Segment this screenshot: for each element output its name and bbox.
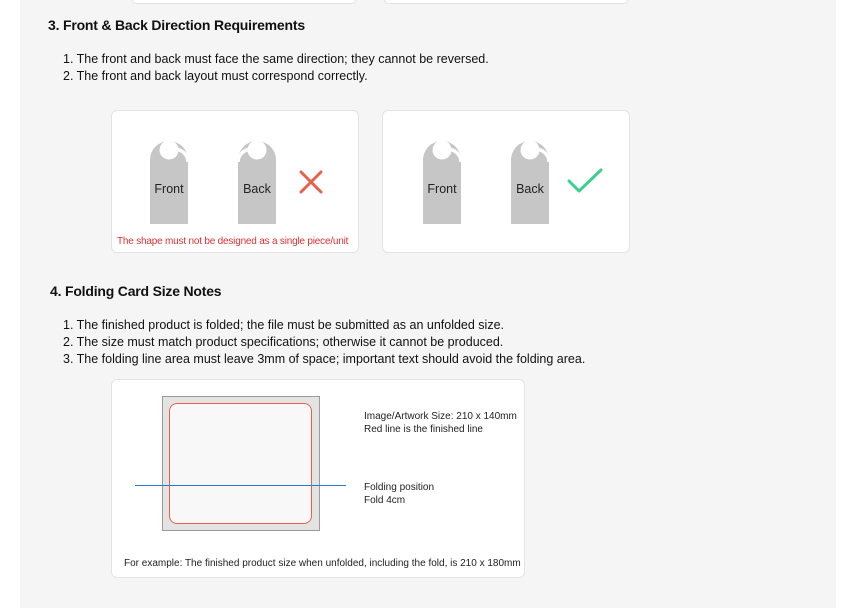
front-label: Front [427, 182, 457, 196]
door-hanger-icon [234, 126, 280, 224]
example-text: For example: The finished product size when unfolded, including the fold, is 210 x 180mm [124, 558, 521, 569]
wrong-example-card [111, 110, 359, 253]
wrong-example-note: The shape must not be designed as a single piece/unit [117, 236, 349, 247]
artwork-area [162, 396, 320, 531]
folding-position-text: Folding position Fold 4cm [364, 482, 435, 506]
list-item: 2. The front and back layout must correspond correctly. [63, 69, 368, 83]
folding-diagram-card [111, 379, 525, 578]
list-item: 2. The size must match product specifications; otherwise it cannot be produced. [63, 335, 504, 349]
list-item: 1. The finished product is folded; the file must be submitted as an unfolded size. [63, 318, 505, 332]
section3-heading: 3. Front & Back Direction Requirements [48, 17, 305, 33]
list-item: 3. The folding line area must leave 3mm of space; important text should avoid the folding area. [63, 352, 586, 366]
previous-card-edge [384, 0, 628, 4]
door-hanger-icon [507, 126, 553, 224]
back-label: Back [243, 182, 271, 196]
artwork-size-text: Image/Artwork Size: 210 x 140mm Red line is the finished line [364, 411, 517, 435]
front-label: Front [154, 182, 184, 196]
section4-list [63, 317, 585, 368]
door-hanger-icon [146, 126, 192, 224]
front-hanger [146, 126, 192, 224]
back-hanger [234, 126, 280, 224]
door-hanger-icon [419, 126, 465, 224]
list-item: 1. The front and back must face the same direction; they cannot be reversed. [63, 52, 489, 66]
section4-heading: 4. Folding Card Size Notes [50, 283, 222, 299]
back-label: Back [516, 182, 544, 196]
right-example-card [382, 110, 630, 253]
folding-line [135, 485, 346, 486]
finished-line [169, 403, 312, 524]
previous-card-edge [132, 0, 356, 4]
content-panel [20, 0, 836, 608]
front-hanger [419, 126, 465, 224]
section3-list [63, 51, 489, 85]
back-hanger [507, 126, 553, 224]
check-icon [567, 168, 603, 194]
cross-icon [299, 170, 323, 194]
